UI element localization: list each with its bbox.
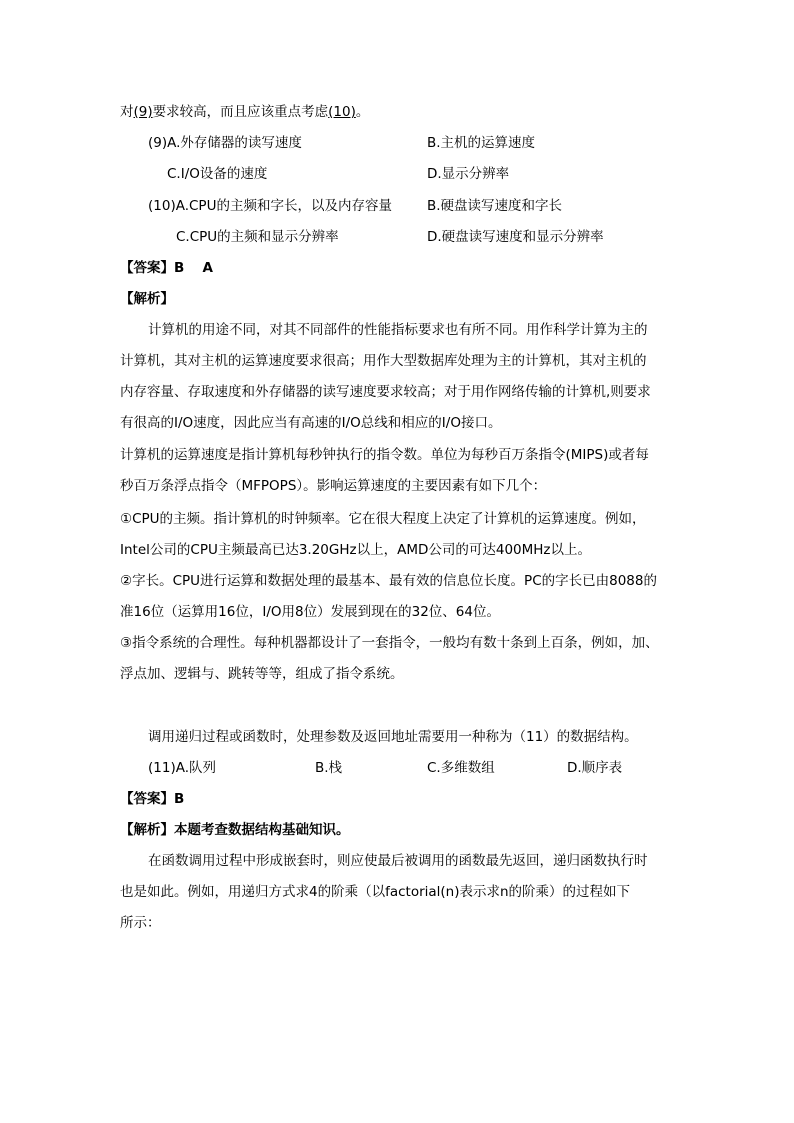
factor-item-1-line: Intel公司的CPU主频最高已达3.20GHz以上，AMD公司的可达400MHz以上。 (120, 542, 592, 558)
analysis-line-2 (120, 820, 350, 840)
analysis-para1-line: 有很高的I/O速度，因此应当有高速的I/O总线和相应的I/O接口。 (120, 415, 502, 431)
analysis-para2-line: 计算机的运算速度是指计算机每秒钟执行的指令数。单位为每秒百万条指令(MIPS)或者每 (120, 447, 649, 463)
analysis-para1-line: 内存容量、存取速度和外存储器的读写速度要求较高；对于用作网络传输的计算机,则要求 (120, 384, 651, 400)
option-10b: B.硬盘读写速度和字长 (427, 198, 563, 214)
analysis-para1-line: 计算机，其对主机的运算速度要求很高；用作大型数据库处理为主的计算机，其对主机的 (120, 353, 647, 369)
analysis-q11-line: 也是如此。例如，用递归方式求4的阶乘（以factorial(n)表示求n的阶乘）的过程如下 (120, 884, 631, 900)
question-9-10-stem (120, 102, 369, 122)
factor-item-3-line: 浮点加、逻辑与、跳转等等，组成了指令系统。 (120, 666, 404, 682)
answer-line-2 (120, 789, 184, 809)
option-10c: C.CPU的主频和显示分辨率 (176, 229, 339, 245)
answer-line-1 (120, 258, 213, 278)
factor-item-1-line: ①CPU的主频。指计算机的时钟频率。它在很大程度上决定了计算机的运算速度。例如， (120, 511, 646, 527)
option-11a: (11)A.队列 (148, 760, 217, 776)
analysis-q11-line: 所示： (120, 915, 161, 931)
stem-prefix: 对 (120, 104, 134, 120)
analysis-para2-line: 秒百万条浮点指令（MFPOPS）。影响运算速度的主要因素有如下几个： (120, 478, 547, 494)
question-11-stem: 调用递归过程或函数时，处理参数及返回地址需要用一种称为（11）的数据结构。 (148, 729, 638, 745)
analysis-label: 【解析】 (120, 822, 174, 838)
stem-mid: 要求较高，而且应该重点考虑 (152, 104, 329, 120)
blank-9: (9) (133, 104, 153, 120)
answer-label: 【答案】 (120, 791, 174, 807)
option-10a: (10)A.CPU的主频和字长，以及内存容量 (148, 198, 392, 214)
analysis-q11-line: 在函数调用过程中形成嵌套时，则应使最后被调用的函数最先返回，递归函数执行时 (148, 853, 648, 869)
analysis-label-1: 【解析】 (120, 291, 174, 307)
factor-item-2-line: ②字长。CPU进行运算和数据处理的最基本、最有效的信息位长度。PC的字长已由8088的 (120, 573, 657, 589)
analysis-para1-line: 计算机的用途不同，对其不同部件的性能指标要求也有所不同。用作科学计算为主的 (148, 322, 648, 338)
factor-item-2-line: 准16位（运算用16位，I/O用8位）发展到现在的32位、64位。 (120, 604, 500, 620)
option-9c: C.I/O设备的速度 (167, 166, 268, 182)
option-11d: D.顺序表 (567, 760, 623, 776)
option-10d: D.硬盘读写速度和显示分辨率 (427, 229, 604, 245)
blank-10: (10) (328, 104, 356, 120)
answer-value: B A (174, 260, 213, 276)
analysis-head: 本题考查数据结构基础知识。 (174, 822, 350, 838)
stem-end: 。 (355, 104, 370, 120)
option-11b: B.栈 (315, 760, 343, 776)
answer-value: B (174, 791, 185, 807)
answer-label: 【答案】 (120, 260, 174, 276)
option-9d: D.显示分辨率 (427, 166, 510, 182)
factor-item-3-line: ③指令系统的合理性。每种机器都设计了一套指令，一般均有数十条到上百条，例如，加、 (120, 635, 659, 651)
option-9b: B.主机的运算速度 (427, 135, 536, 151)
option-11c: C.多维数组 (427, 760, 495, 776)
option-9a: (9)A.外存储器的读写速度 (148, 135, 302, 151)
